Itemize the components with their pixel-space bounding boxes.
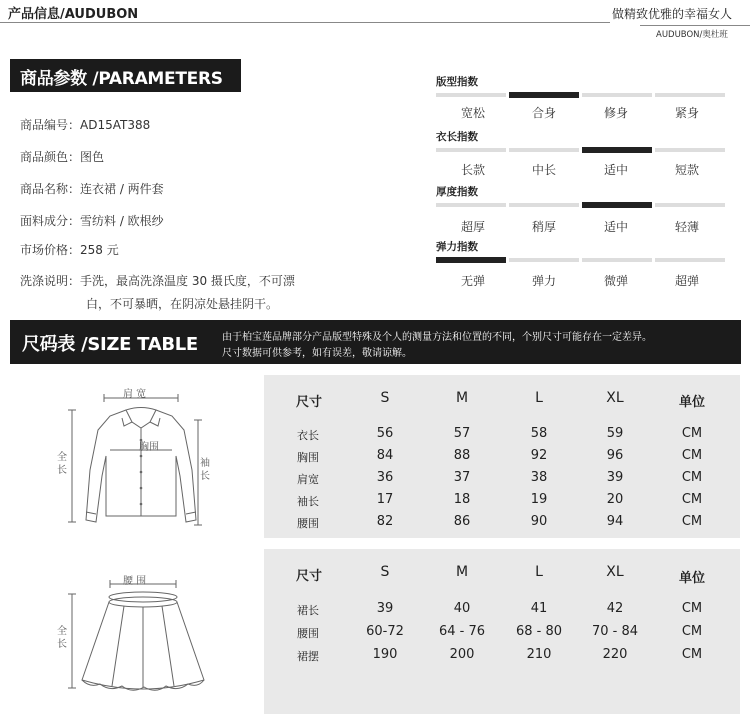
scale-segment: [436, 203, 506, 207]
param-item-price: 市场价格：258 元: [20, 243, 119, 257]
param-item-name: 商品名称：连衣裙 / 两件套: [20, 182, 164, 196]
indicator-elasticity-label: 弹力指数: [436, 241, 478, 253]
indicator-option: 长款: [460, 163, 485, 177]
slogan-divider: [640, 25, 750, 26]
indicator-option: 弹力: [531, 274, 556, 288]
brand-subtitle: AUDUBON/奥杜班: [656, 30, 728, 40]
size-note-line2: 尺寸数据可供参考，如有误差，敬请谅解。: [222, 348, 412, 359]
indicator-thickness-scale: [436, 203, 736, 207]
table-cell-unit: CM: [681, 426, 703, 441]
indicator-option: 超弹: [674, 274, 699, 288]
indicator-length-scale: [436, 148, 736, 152]
parameters-banner: [10, 59, 241, 92]
indicator-option: 适中: [603, 220, 628, 234]
scale-segment-selected: [582, 147, 652, 153]
param-item-fabric: 面料成分：雪纺料 / 欧根纱: [20, 214, 164, 228]
scale-segment: [655, 93, 725, 97]
table-cell: 84: [376, 448, 394, 463]
table-header-m: M: [455, 564, 469, 580]
indicator-option: 轻薄: [674, 220, 699, 234]
diagram-skirt-length-label: 全长: [57, 626, 67, 650]
scale-segment: [436, 148, 506, 152]
table-cell: 60-72: [366, 624, 404, 639]
indicator-option: 中长: [531, 163, 556, 177]
table-cell: 220: [602, 647, 628, 662]
indicator-option: 紧身: [674, 106, 699, 120]
table-header-size: 尺寸: [295, 569, 322, 584]
scale-segment: [582, 93, 652, 97]
table-cell: 20: [606, 492, 624, 507]
scale-segment: [509, 203, 579, 207]
indicator-length-label: 衣长指数: [436, 131, 478, 143]
table-cell: 58: [530, 426, 548, 441]
table-header-s: S: [380, 564, 390, 580]
indicator-option: 合身: [531, 106, 556, 120]
scale-segment: [582, 258, 652, 262]
table-cell: 210: [526, 647, 552, 662]
table-cell-unit: CM: [681, 514, 703, 529]
table-header-l: L: [535, 390, 543, 406]
table-row-label: 裙摆: [297, 650, 319, 663]
indicator-option: 适中: [603, 163, 628, 177]
indicator-option: 超厚: [460, 220, 485, 234]
table-cell: 88: [453, 448, 471, 463]
table-header-unit: 单位: [678, 571, 705, 586]
table-cell: 36: [376, 470, 394, 485]
scale-segment: [509, 148, 579, 152]
table-cell: 39: [606, 470, 624, 485]
table-row-label: 衣长: [297, 429, 319, 442]
table-cell: 57: [453, 426, 471, 441]
scale-segment: [655, 148, 725, 152]
table-cell-unit: CM: [681, 601, 703, 616]
table-cell: 59: [606, 426, 624, 441]
table-cell: 37: [453, 470, 471, 485]
section-title-product-info: 产品信息/AUDUBON: [8, 7, 139, 22]
skirt-diagram-icon: [60, 580, 220, 700]
table-cell: 17: [376, 492, 394, 507]
table-cell-unit: CM: [681, 647, 703, 662]
indicator-option: 微弹: [603, 274, 628, 288]
table-cell: 41: [530, 601, 548, 616]
table-header-size: 尺寸: [295, 395, 322, 410]
size-table-top: [264, 375, 740, 538]
diagram-chest-label: 胸围: [139, 442, 159, 453]
scale-segment-selected: [509, 92, 579, 98]
table-row-label: 腰围: [297, 627, 319, 640]
table-row-label: 腰围: [297, 517, 319, 530]
indicator-fit-label: 版型指数: [436, 76, 478, 88]
table-cell-unit: CM: [681, 624, 703, 639]
table-cell: 18: [453, 492, 471, 507]
table-cell: 70 - 84: [591, 624, 639, 639]
table-cell: 82: [376, 514, 394, 529]
param-item-code: 商品编号：AD15AT388: [20, 118, 151, 132]
table-row-label: 肩宽: [297, 473, 319, 486]
brand-slogan: 做精致优雅的幸福女人: [612, 7, 733, 21]
table-cell: 40: [453, 601, 471, 616]
indicator-option: 短款: [674, 163, 699, 177]
table-cell: 86: [453, 514, 471, 529]
table-cell: 200: [449, 647, 475, 662]
table-header-m: M: [455, 390, 469, 406]
shirt-diagram-icon: [60, 380, 220, 530]
parameters-title: 商品参数 /PARAMETERS: [20, 69, 223, 89]
table-header-unit: 单位: [678, 395, 705, 410]
indicator-option: 稍厚: [531, 220, 556, 234]
table-header-xl: XL: [606, 564, 624, 580]
size-table-title: 尺码表 /SIZE TABLE: [22, 334, 198, 355]
table-cell: 39: [376, 601, 394, 616]
diagram-length-label: 全长: [57, 452, 67, 476]
indicator-option: 宽松: [460, 106, 485, 120]
table-cell: 38: [530, 470, 548, 485]
indicator-option: 修身: [603, 106, 628, 120]
table-cell: 94: [606, 514, 624, 529]
scale-segment-selected: [582, 202, 652, 208]
diagram-waist-label: 腰 围: [123, 576, 147, 587]
diagram-shoulder-label: 肩 宽: [123, 389, 147, 400]
table-row-label: 胸围: [297, 451, 319, 464]
param-item-care: 洗涤说明：手洗，最高洗涤温度 30 摄氏度，不可漂: [20, 274, 295, 288]
size-note-line1: 由于柏宝莲品牌部分产品版型特殊及个人的测量方法和位置的不同，个别尺寸可能存在一定差异。: [222, 332, 652, 343]
table-header-l: L: [535, 564, 543, 580]
table-row-label: 裙长: [297, 604, 319, 617]
scale-segment-selected: [436, 257, 506, 263]
table-cell: 19: [530, 492, 548, 507]
scale-segment: [655, 258, 725, 262]
size-table-bottom: [264, 549, 740, 714]
scale-segment: [509, 258, 579, 262]
table-cell-unit: CM: [681, 492, 703, 507]
table-cell: 90: [530, 514, 548, 529]
table-cell: 190: [372, 647, 398, 662]
diagram-sleeve-label: 袖长: [200, 458, 210, 482]
table-cell-unit: CM: [681, 448, 703, 463]
scale-segment: [655, 203, 725, 207]
table-cell: 42: [606, 601, 624, 616]
table-header-xl: XL: [606, 390, 624, 406]
table-cell: 92: [530, 448, 548, 463]
size-table-banner: [10, 320, 741, 364]
indicator-fit-scale: [436, 93, 736, 97]
param-item-color: 商品颜色：图色: [20, 150, 105, 164]
header-divider: [0, 22, 610, 23]
indicator-elasticity-scale: [436, 258, 736, 262]
table-cell-unit: CM: [681, 470, 703, 485]
table-cell: 96: [606, 448, 624, 463]
param-item-care-cont: 白，不可暴晒，在阴凉处悬挂阴干。: [86, 297, 279, 311]
table-cell: 68 - 80: [515, 624, 563, 639]
table-header-s: S: [380, 390, 390, 406]
indicator-thickness-label: 厚度指数: [436, 186, 478, 198]
table-row-label: 袖长: [297, 495, 319, 508]
indicator-option: 无弹: [460, 274, 485, 288]
table-cell: 56: [376, 426, 394, 441]
scale-segment: [436, 93, 506, 97]
table-cell: 64 - 76: [438, 624, 486, 639]
